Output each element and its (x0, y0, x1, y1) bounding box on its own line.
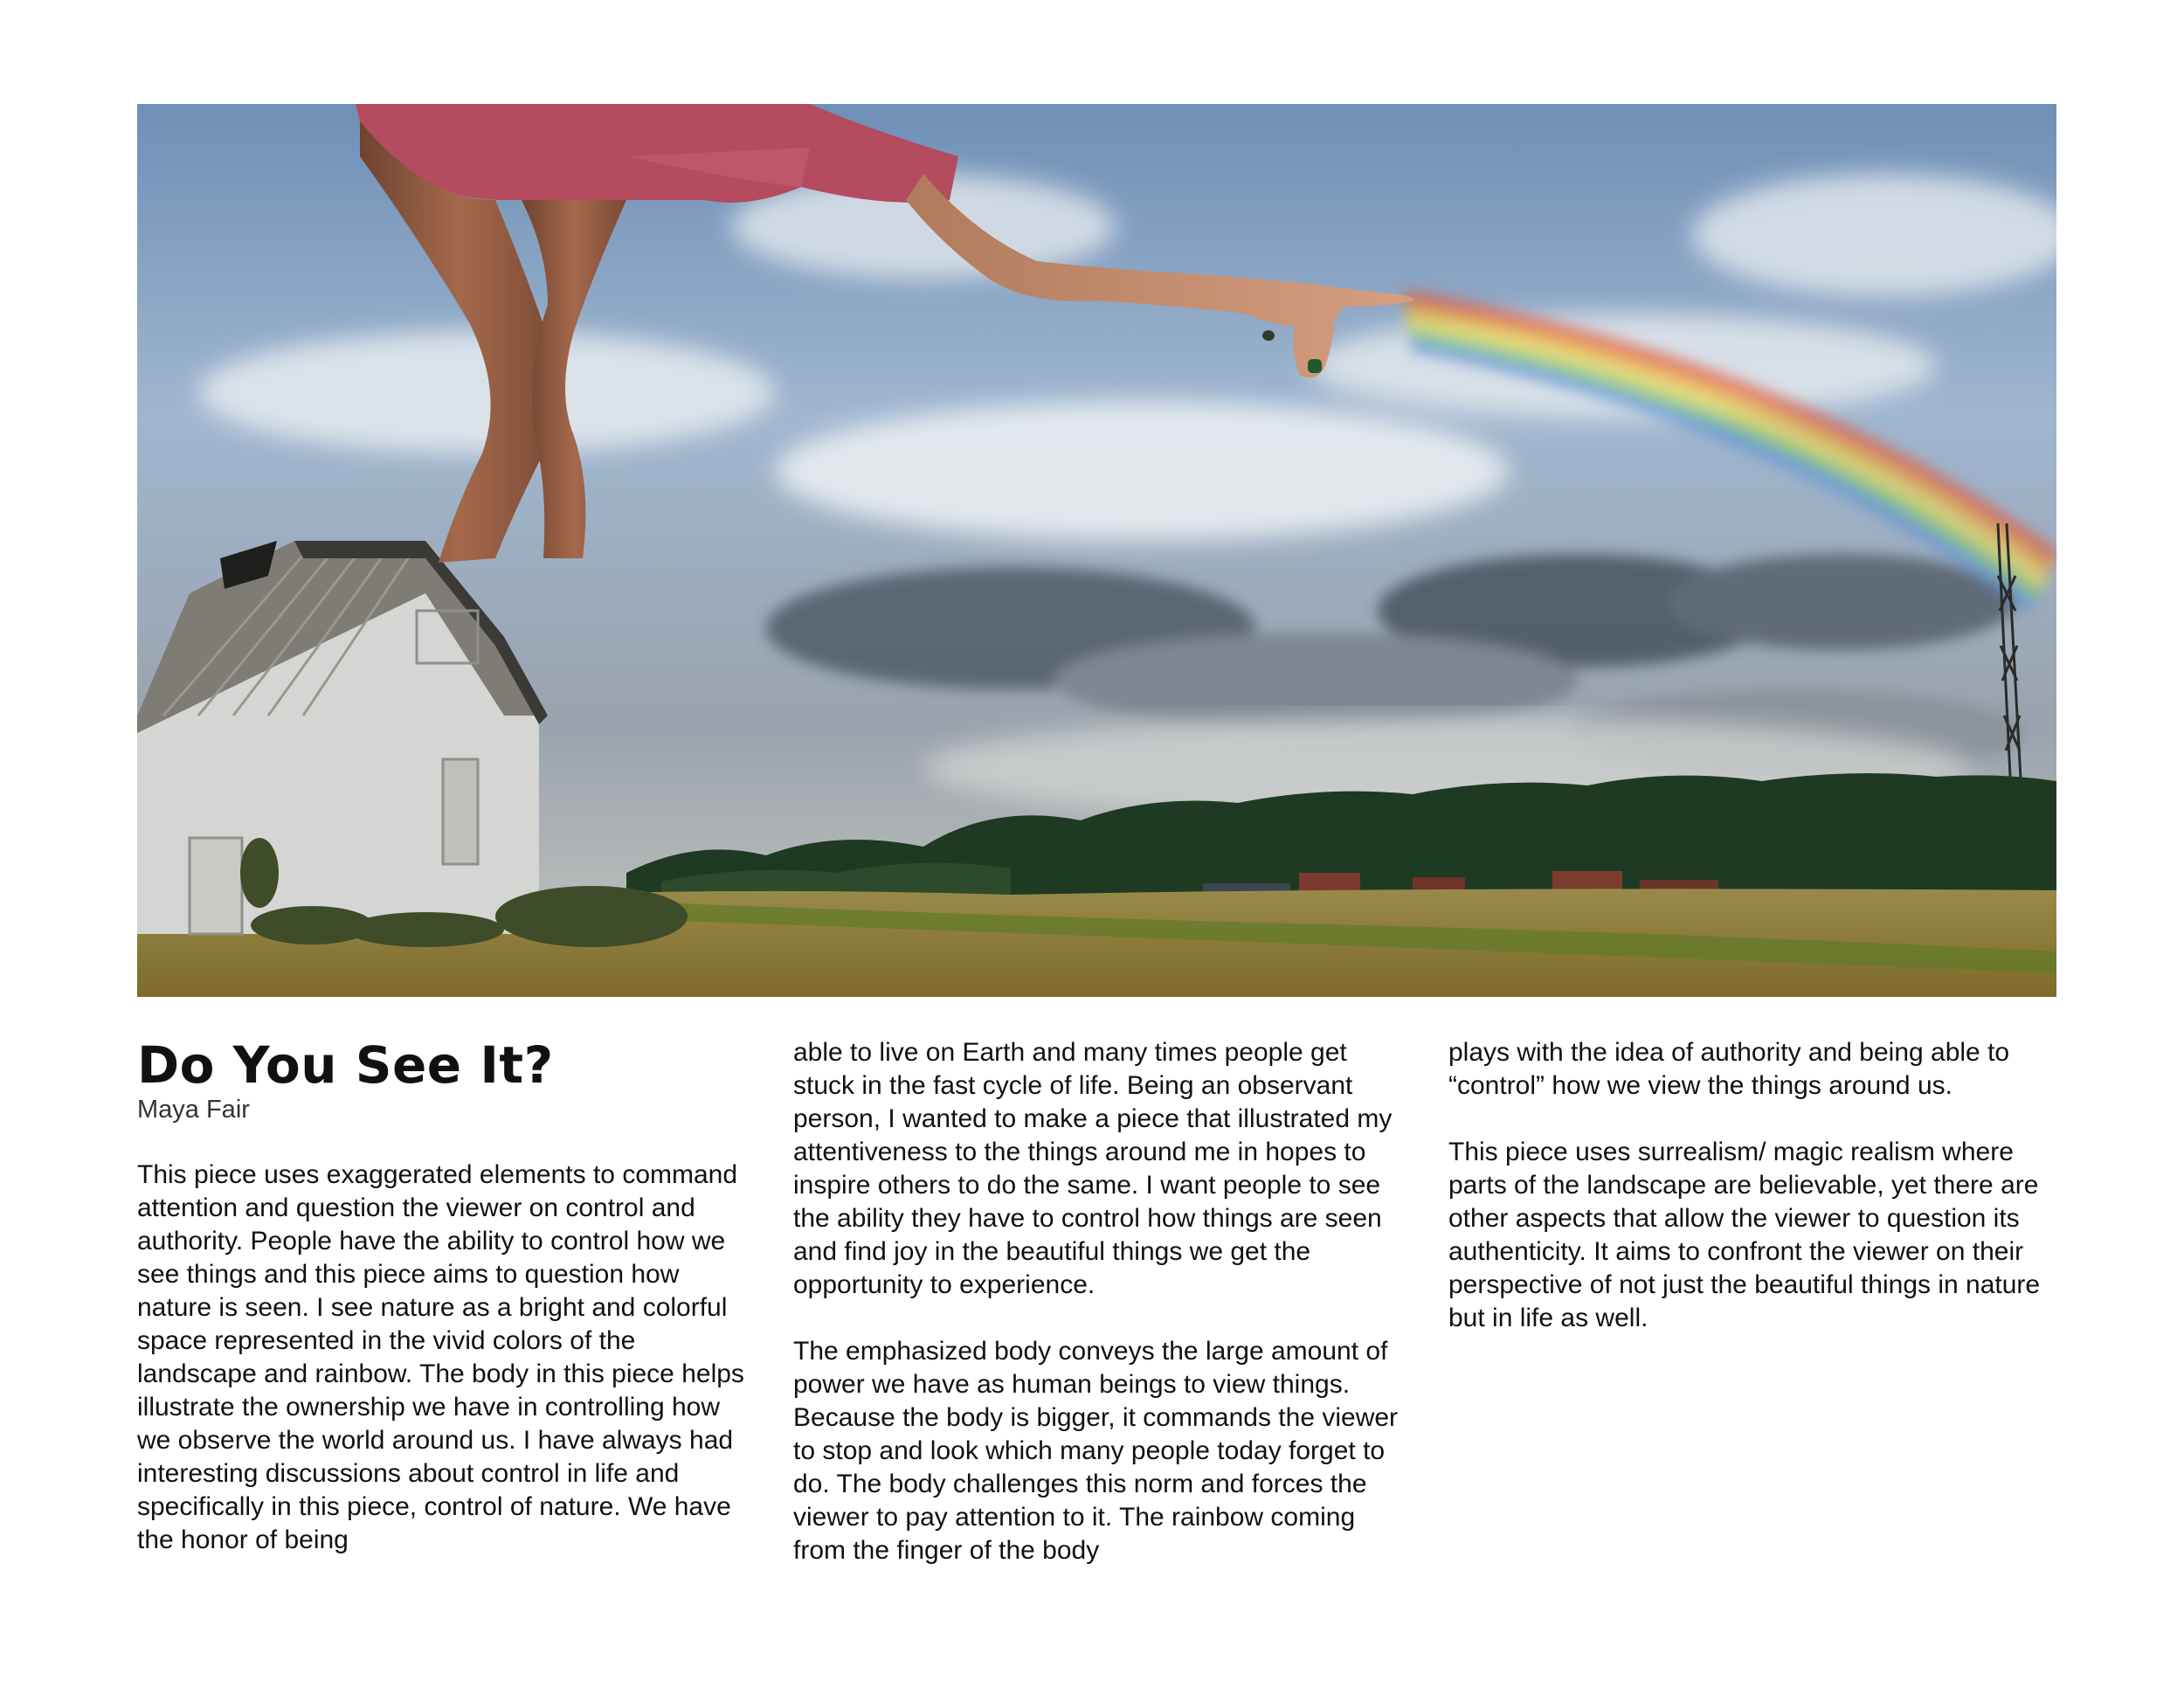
artwork-image (137, 104, 2056, 997)
statement-paragraph: This piece uses exaggerated elements to command attention and question the viewer on control and authority. People have the ability to control how we see things and this piece aims to question how nature is seen. I see nature as a bright and colorful space represented in the vivid colors of the landscape and rainbow. The body in this piece helps illustrate the ownership we have in controlling how we observe the world around us. I have always had interesting discussions about control in life and specifically in this piece, control of nature. We have the honor of being (137, 1160, 744, 1554)
statement-paragraph: plays with the idea of authority and being able to “control” how we view the things around us. (1448, 1038, 2010, 1100)
statement-column-2 (793, 1036, 1413, 1601)
statement-paragraph: able to live on Earth and many times people get stuck in the fast cycle of life. Being an observant person, I wanted to make a piece that illustrated my attentiveness to the things around me in hopes to inspire others to do the same. I want people to see the ability they have to control how things are seen and find joy in the beautiful things we get the opportunity to experience. (793, 1038, 1393, 1299)
statement-paragraph: This piece uses surrealism/ magic realism where parts of the landscape are believable, yet there are other aspects that allow the viewer to question its authenticity. It aims to confront the viewer on their perspective of not just the beautiful things in nature but in life as well. (1448, 1138, 2041, 1332)
surreal-landscape-photo-icon (137, 104, 2056, 997)
statement-paragraph: The emphasized body conveys the large amount of power we have as human beings to view things. Because the body is bigger, it commands the viewer to stop and look which many people today forget to do. The body challenges this norm and forces the viewer to pay attention to it. The rainbow coming from the finger of the body (793, 1337, 1399, 1565)
artist-name: Maya Fair (137, 1096, 250, 1124)
statement-column-1 (137, 1036, 757, 1590)
artwork-title: Do You See It? (137, 1035, 554, 1095)
statement-column-3 (1448, 1036, 2069, 1368)
